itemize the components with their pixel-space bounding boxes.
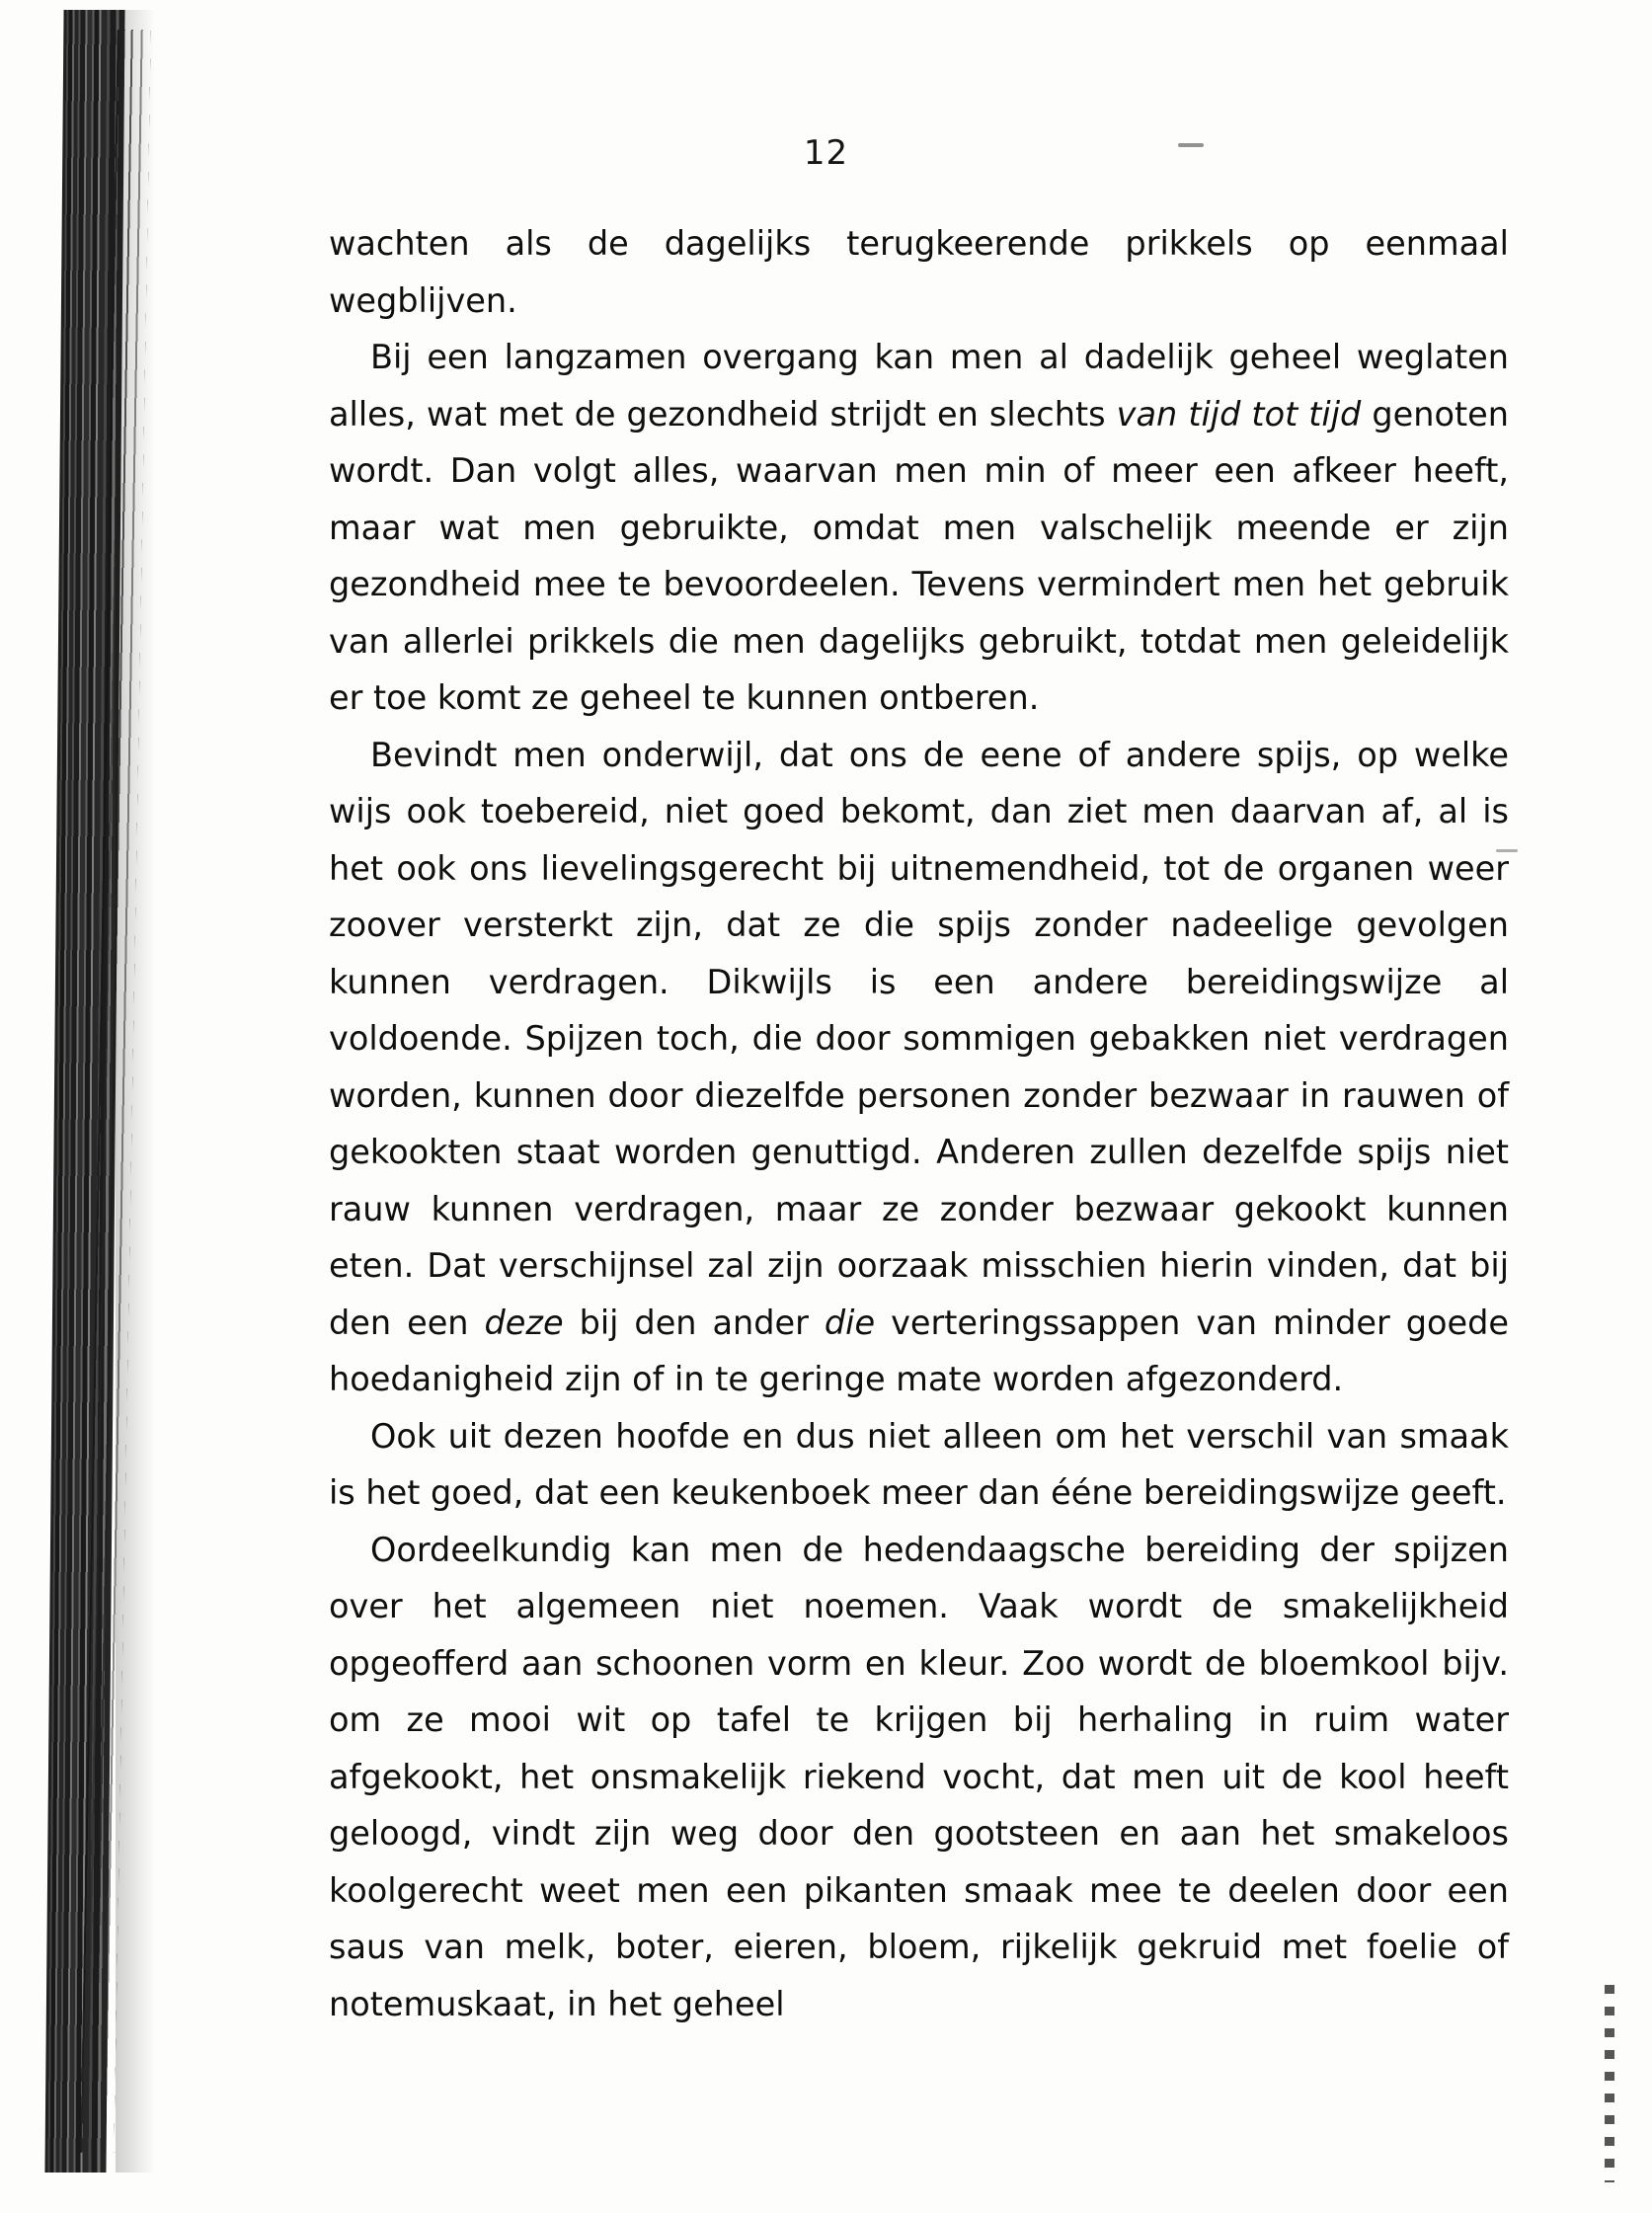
text-run: Oordeelkundig kan men de hedendaagsche bereiding der spijzen over het algemeen niet noemen. Vaak wordt de smakelijkheid opgeofferd aan schoonen vorm en kleur. Zoo wordt de bloemkool bijv. om ze mooi wit op tafel te krijgen bij herhaling in ruim water afgekookt, het onsmakelijk riekend vocht, dat men uit de kool heeft geloogd, vindt zijn weg door den gootsteen en aan het smakeloos koolgerecht weet men een pikanten smaak mee te deelen door een saus van melk, boter, eieren, bloem, rijkelijk gekruid met foelie of notemuskaat, in het geheel	[329, 1530, 1509, 2023]
text-run: Bevindt men onderwijl, dat ons de eene of andere spijs, op welke wijs ook toebereid, niet goed bekomt, dan ziet men daarvan af, al is het ook ons lievelingsgerecht bij uitnemendheid, tot de organen weer zoover versterkt zijn, dat ze die spijs zonder nadeelige gevolgen kunnen verdragen. Dikwijls is een andere bereidingswijze al voldoende. Spijzen toch, die door sommigen gebakken niet verdragen worden, kunnen door diezelfde personen zonder bezwaar in rauwen of gekookten staat worden genuttigd. Anderen zullen dezelfde spijs niet rauw kunnen verdragen, maar ze zonder bezwaar gekookt kunnen eten. Dat verschijnsel zal zijn oorzaak misschien hierin vinden, dat bij den een	[329, 735, 1509, 1342]
emphasized-text: van tijd tot tijd	[1116, 394, 1362, 434]
text-run: Ook uit dezen hoofde en dus niet alleen om het verschil van smaak is het goed, dat een keukenboek meer dan ééne bereidingswijze geeft.	[329, 1416, 1509, 1512]
gutter-fade	[116, 10, 155, 2173]
text-run: bij den ander	[563, 1303, 825, 1342]
page-body-text	[329, 215, 1509, 2032]
text-run: Bij een langzamen overgang kan men al dadelijk geheel weglaten alles, wat met de gezondheid strijdt en slechts	[329, 338, 1509, 434]
paragraph	[329, 1522, 1509, 2033]
text-run: wachten als de dagelijks terugkeerende prikkels op eenmaal wegblijven.	[329, 224, 1509, 320]
paragraph	[329, 329, 1509, 727]
page-number: 12	[803, 133, 849, 173]
emphasized-text: deze	[484, 1303, 564, 1342]
paragraph	[329, 215, 1509, 329]
text-run: genoten wordt. Dan volgt alles, waarvan men min of meer een afkeer heeft, maar wat men gebruikte, omdat men valschelijk meende er zijn gezondheid mee te bevoordeelen. Tevens vermindert men het gebruik van allerlei prikkels die men dagelijks gebruikt, totdat men geleidelijk er toe komt ze geheel te kunnen ontberen.	[329, 394, 1509, 717]
paragraph	[329, 727, 1509, 1408]
text-run: verteringssappen van minder goede hoedanigheid zijn of in te geringe mate worden afgezonderd.	[329, 1303, 1509, 1398]
paragraph	[329, 1408, 1509, 1522]
emphasized-text: die	[824, 1303, 876, 1342]
right-edge-scan-marks	[1605, 1985, 1614, 2182]
